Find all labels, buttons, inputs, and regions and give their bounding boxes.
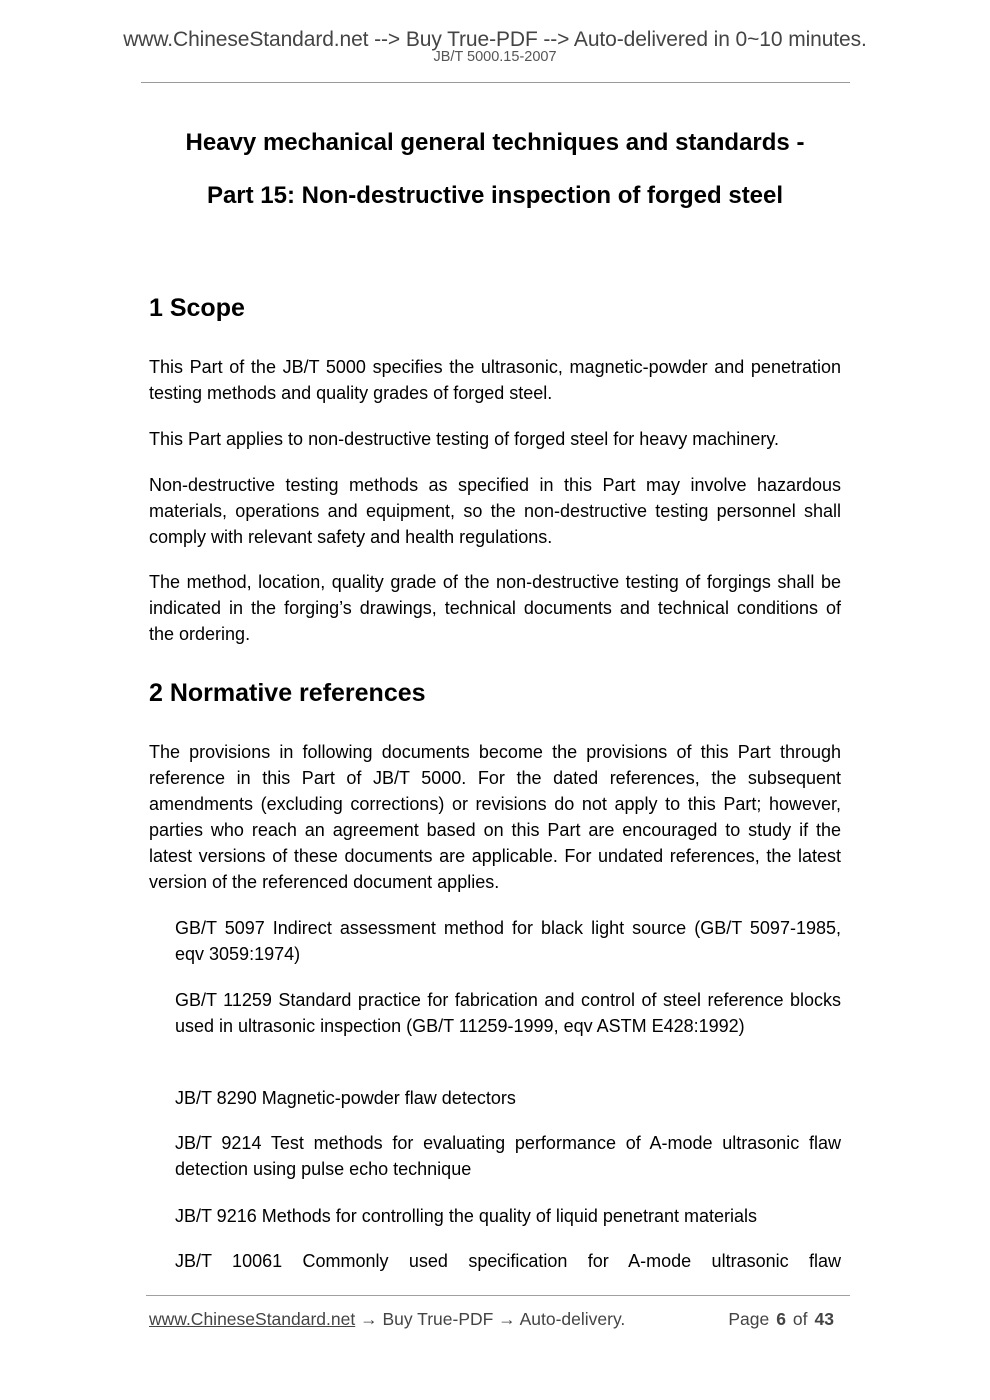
page-header <box>0 28 990 64</box>
scope-paragraph-1: This Part of the JB/T 5000 specifies the ultrasonic, magnetic-powder and penetration testing methods and quality grades of forged steel. <box>149 357 841 403</box>
scope-paragraph-3: Non-destructive testing methods as specified in this Part may involve hazardous materials, operations and equipment, so the non-destructive testing personnel shall comply with relevant safety and health regulations. <box>149 475 841 547</box>
reference-item-jbt-9214: JB/T 9214 Test methods for evaluating performance of A-mode ultrasonic flaw detection using pulse echo technique <box>175 1133 841 1179</box>
page-current: 6 <box>776 1309 786 1329</box>
scope-paragraph-4: The method, location, quality grade of the non-destructive testing of forgings shall be indicated in the forging’s drawings, technical documents and technical conditions of the ordering. <box>149 572 841 644</box>
reference-item-gbt-5097: GB/T 5097 Indirect assessment method for black light source (GB/T 5097-1985, eqv 3059:1974) <box>175 918 841 964</box>
document-title-line-2: Part 15: Non-destructive inspection of forged steel <box>206 182 784 209</box>
section-heading-scope: 1 Scope <box>149 294 245 322</box>
footer-divider <box>146 1295 850 1296</box>
footer-site-link[interactable]: www.ChineseStandard.net <box>149 1309 356 1329</box>
reference-item-jbt-9216: JB/T 9216 Methods for controlling the quality of liquid penetrant materials <box>175 1206 757 1226</box>
footer-text: → Buy True-PDF → Auto-delivery. <box>355 1309 626 1329</box>
scope-paragraph-2: This Part applies to non-destructive testing of forged steel for heavy machinery. <box>149 429 779 449</box>
document-title <box>140 116 850 222</box>
page-total: 43 <box>814 1309 834 1329</box>
header-doc-number: JB/T 5000.15-2007 <box>433 49 557 65</box>
header-banner: www.ChineseStandard.net --> Buy True-PDF --> Auto-delivered in 0~10 minutes. <box>123 28 867 51</box>
header-divider <box>141 82 850 83</box>
page-label: Page <box>728 1309 770 1329</box>
section-heading-normative-references: 2 Normative references <box>149 679 426 707</box>
reference-item-gbt-11259: GB/T 11259 Standard practice for fabrication and control of steel reference blocks used in ultrasonic inspection (GB/T 11259-1999, eqv ASTM E428:1992) <box>175 990 841 1036</box>
document-title-line-1: Heavy mechanical general techniques and standards - <box>185 129 805 156</box>
page-indicator <box>728 1308 834 1330</box>
reference-item-jbt-10061: JB/T 10061 Commonly used specification for A-mode ultrasonic flaw <box>175 1251 841 1271</box>
reference-item-jbt-8290: JB/T 8290 Magnetic-powder flaw detectors <box>175 1088 516 1108</box>
page-of-label: of <box>792 1309 808 1329</box>
normative-references-intro: The provisions in following documents become the provisions of this Part through reference in this Part of JB/T 5000. For the dated references, the subsequent amendments (excluding corrections) or revisions do not apply to this Part; however, parties who reach an agreement based on this Part are encouraged to study if the latest versions of these documents are applicable. For undated references, the latest version of the referenced document applies. <box>149 742 841 892</box>
page-footer <box>149 1308 834 1330</box>
